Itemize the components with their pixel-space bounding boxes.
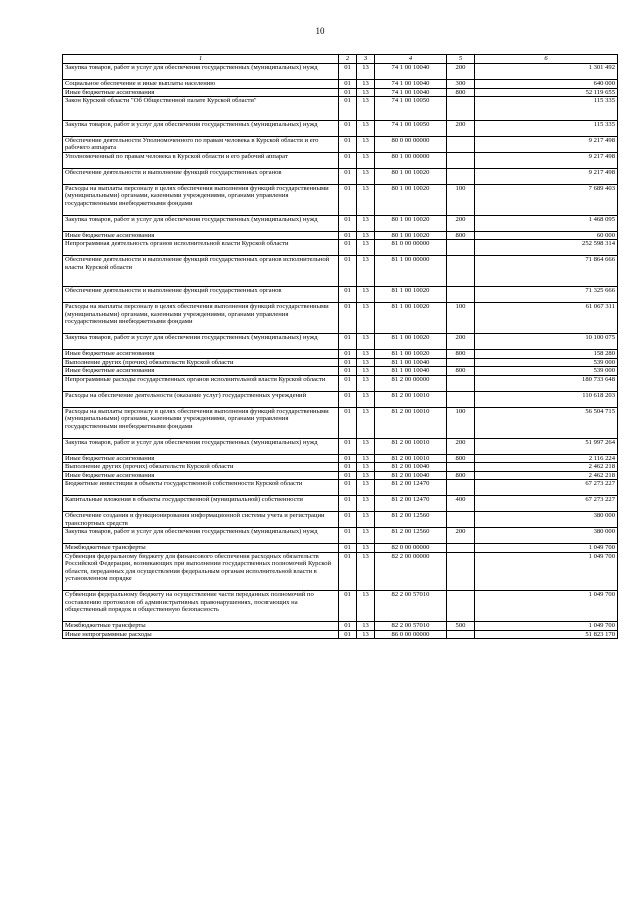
row-amount-cell: 115 335 xyxy=(475,97,618,121)
header-cell-expense-type: 5 xyxy=(447,55,475,64)
row-subsection-cell: 13 xyxy=(357,480,375,496)
row-amount-cell: 52 119 655 xyxy=(475,88,618,97)
row-amount-cell: 539 000 xyxy=(475,367,618,376)
table-body xyxy=(63,64,618,639)
table-row xyxy=(63,120,618,136)
row-target-article-cell: 80 1 00 10020 xyxy=(375,168,447,184)
row-name-cell: Обеспечение деятельности и выполнение функций государственных органов xyxy=(63,287,339,303)
row-target-article-cell: 74 1 00 10050 xyxy=(375,97,447,121)
row-expense-type-cell: 800 xyxy=(447,88,475,97)
row-target-article-cell: 81 1 00 00000 xyxy=(375,256,447,287)
table-row xyxy=(63,80,618,89)
row-amount-cell: 60 000 xyxy=(475,231,618,240)
row-subsection-cell: 13 xyxy=(357,552,375,591)
table-row xyxy=(63,438,618,454)
row-target-article-cell: 81 2 00 12470 xyxy=(375,480,447,496)
row-amount-cell: 380 000 xyxy=(475,512,618,528)
header-cell-name: 1 xyxy=(63,55,339,64)
row-subsection-cell: 13 xyxy=(357,591,375,622)
row-subsection-cell: 13 xyxy=(357,240,375,256)
table-row xyxy=(63,463,618,472)
row-name-cell: Обеспечение деятельности и выполнение функций государственных органов исполнительной власти Курской области xyxy=(63,256,339,287)
row-subsection-cell: 13 xyxy=(357,64,375,80)
row-expense-type-cell: 100 xyxy=(447,303,475,334)
row-amount-cell: 2 462 218 xyxy=(475,471,618,480)
row-name-cell: Закупка товаров, работ и услуг для обеспечения государственных (муниципальных) нужд xyxy=(63,64,339,80)
row-expense-type-cell: 800 xyxy=(447,231,475,240)
table-header-row xyxy=(63,55,618,64)
row-section-cell: 01 xyxy=(339,168,357,184)
row-expense-type-cell: 500 xyxy=(447,622,475,631)
row-section-cell: 01 xyxy=(339,136,357,152)
row-section-cell: 01 xyxy=(339,512,357,528)
row-section-cell: 01 xyxy=(339,88,357,97)
row-subsection-cell: 13 xyxy=(357,152,375,168)
table-row xyxy=(63,471,618,480)
row-section-cell: 01 xyxy=(339,438,357,454)
row-section-cell: 01 xyxy=(339,350,357,359)
row-amount-cell: 110 618 203 xyxy=(475,391,618,407)
row-amount-cell: 9 217 498 xyxy=(475,168,618,184)
row-section-cell: 01 xyxy=(339,591,357,622)
table-row xyxy=(63,552,618,591)
row-expense-type-cell xyxy=(447,240,475,256)
row-subsection-cell: 13 xyxy=(357,438,375,454)
row-name-cell: Иные бюджетные ассигнования xyxy=(63,471,339,480)
row-amount-cell: 115 335 xyxy=(475,120,618,136)
row-expense-type-cell xyxy=(447,256,475,287)
row-name-cell: Бюджетные инвестиции в объекты государственной собственности Курской области xyxy=(63,480,339,496)
row-amount-cell: 252 598 314 xyxy=(475,240,618,256)
row-name-cell: Иные бюджетные ассигнования xyxy=(63,454,339,463)
row-subsection-cell: 13 xyxy=(357,471,375,480)
row-subsection-cell: 13 xyxy=(357,630,375,639)
row-subsection-cell: 13 xyxy=(357,120,375,136)
table-row xyxy=(63,334,618,350)
row-name-cell: Межбюджетные трансферты xyxy=(63,622,339,631)
table-row xyxy=(63,287,618,303)
row-amount-cell: 9 217 498 xyxy=(475,152,618,168)
row-amount-cell: 10 100 075 xyxy=(475,334,618,350)
row-amount-cell: 1 049 700 xyxy=(475,622,618,631)
table-row xyxy=(63,64,618,80)
row-target-article-cell: 80 1 00 10020 xyxy=(375,231,447,240)
row-section-cell: 01 xyxy=(339,463,357,472)
table-row xyxy=(63,375,618,391)
row-name-cell: Непрограммная деятельность органов исполнительной власти Курской области xyxy=(63,240,339,256)
row-amount-cell: 67 273 227 xyxy=(475,496,618,512)
row-target-article-cell: 74 1 00 10040 xyxy=(375,64,447,80)
row-target-article-cell: 81 1 00 10040 xyxy=(375,367,447,376)
row-section-cell: 01 xyxy=(339,64,357,80)
header-cell-amount: 6 xyxy=(475,55,618,64)
row-target-article-cell: 81 1 00 10020 xyxy=(375,303,447,334)
row-target-article-cell: 74 1 00 10040 xyxy=(375,88,447,97)
row-amount-cell: 640 000 xyxy=(475,80,618,89)
row-target-article-cell: 81 2 00 10040 xyxy=(375,463,447,472)
row-name-cell: Иные бюджетные ассигнования xyxy=(63,350,339,359)
row-section-cell: 01 xyxy=(339,358,357,367)
row-expense-type-cell xyxy=(447,630,475,639)
row-name-cell: Расходы на выплаты персоналу в целях обеспечения выполнения функций государственными (муниципальными) органами, казенными учреждениями, органами управления государственными внебюджетными фондами xyxy=(63,303,339,334)
row-expense-type-cell xyxy=(447,391,475,407)
row-subsection-cell: 13 xyxy=(357,350,375,359)
row-section-cell: 01 xyxy=(339,303,357,334)
row-name-cell: Закупка товаров, работ и услуг для обеспечения государственных (муниципальных) нужд xyxy=(63,334,339,350)
row-target-article-cell: 74 1 00 10040 xyxy=(375,80,447,89)
row-section-cell: 01 xyxy=(339,80,357,89)
row-subsection-cell: 13 xyxy=(357,463,375,472)
row-subsection-cell: 13 xyxy=(357,215,375,231)
row-target-article-cell: 82 2 00 57010 xyxy=(375,591,447,622)
row-subsection-cell: 13 xyxy=(357,375,375,391)
row-target-article-cell: 81 1 00 10020 xyxy=(375,350,447,359)
table-row xyxy=(63,512,618,528)
row-subsection-cell: 13 xyxy=(357,184,375,215)
table-row xyxy=(63,184,618,215)
row-subsection-cell: 13 xyxy=(357,97,375,121)
row-subsection-cell: 13 xyxy=(357,287,375,303)
table-row xyxy=(63,97,618,121)
row-target-article-cell: 81 2 00 10010 xyxy=(375,407,447,438)
row-target-article-cell: 80 1 00 10020 xyxy=(375,184,447,215)
row-target-article-cell: 86 0 00 00000 xyxy=(375,630,447,639)
row-expense-type-cell xyxy=(447,97,475,121)
header-cell-target-article: 4 xyxy=(375,55,447,64)
row-section-cell: 01 xyxy=(339,256,357,287)
table-row xyxy=(63,407,618,438)
row-section-cell: 01 xyxy=(339,391,357,407)
table-row xyxy=(63,367,618,376)
row-target-article-cell: 80 1 00 10020 xyxy=(375,215,447,231)
row-target-article-cell: 81 0 00 00000 xyxy=(375,240,447,256)
header-cell-section: 2 xyxy=(339,55,357,64)
table-row xyxy=(63,544,618,553)
row-target-article-cell: 82 0 00 00000 xyxy=(375,544,447,553)
page-number: 10 xyxy=(315,26,325,36)
table-row xyxy=(63,303,618,334)
row-section-cell: 01 xyxy=(339,454,357,463)
table-row xyxy=(63,231,618,240)
row-expense-type-cell: 400 xyxy=(447,496,475,512)
row-section-cell: 01 xyxy=(339,544,357,553)
row-amount-cell: 9 217 498 xyxy=(475,136,618,152)
row-name-cell: Закупка товаров, работ и услуг для обеспечения государственных (муниципальных) нужд xyxy=(63,438,339,454)
row-target-article-cell: 82 2 00 57010 xyxy=(375,622,447,631)
table-row xyxy=(63,591,618,622)
row-amount-cell: 51 997 264 xyxy=(475,438,618,454)
row-target-article-cell: 81 1 00 10020 xyxy=(375,334,447,350)
row-amount-cell: 67 273 227 xyxy=(475,480,618,496)
row-section-cell: 01 xyxy=(339,367,357,376)
row-target-article-cell: 81 2 00 10010 xyxy=(375,391,447,407)
row-subsection-cell: 13 xyxy=(357,136,375,152)
row-expense-type-cell xyxy=(447,591,475,622)
row-name-cell: Закупка товаров, работ и услуг для обеспечения государственных (муниципальных) нужд xyxy=(63,528,339,544)
row-expense-type-cell xyxy=(447,544,475,553)
table-row xyxy=(63,215,618,231)
row-expense-type-cell xyxy=(447,136,475,152)
row-expense-type-cell: 800 xyxy=(447,367,475,376)
table-row xyxy=(63,480,618,496)
table-row xyxy=(63,528,618,544)
row-amount-cell: 7 689 403 xyxy=(475,184,618,215)
row-amount-cell: 158 280 xyxy=(475,350,618,359)
row-name-cell: Капитальные вложения в объекты государственной (муниципальной) собственности xyxy=(63,496,339,512)
table-row xyxy=(63,168,618,184)
row-subsection-cell: 13 xyxy=(357,256,375,287)
row-expense-type-cell xyxy=(447,512,475,528)
row-target-article-cell: 81 2 00 12560 xyxy=(375,512,447,528)
row-expense-type-cell: 100 xyxy=(447,407,475,438)
row-subsection-cell: 13 xyxy=(357,454,375,463)
row-expense-type-cell: 100 xyxy=(447,184,475,215)
table-row xyxy=(63,358,618,367)
row-amount-cell: 1 049 700 xyxy=(475,552,618,591)
row-expense-type-cell: 200 xyxy=(447,215,475,231)
row-target-article-cell: 80 1 00 00000 xyxy=(375,152,447,168)
row-expense-type-cell xyxy=(447,463,475,472)
row-section-cell: 01 xyxy=(339,622,357,631)
row-section-cell: 01 xyxy=(339,471,357,480)
row-target-article-cell: 80 0 00 00000 xyxy=(375,136,447,152)
row-subsection-cell: 13 xyxy=(357,407,375,438)
row-section-cell: 01 xyxy=(339,528,357,544)
row-name-cell: Обеспечение деятельности и выполнение функций государственных органов xyxy=(63,168,339,184)
row-name-cell: Расходы на обеспечение деятельности (оказание услуг) государственных учреждений xyxy=(63,391,339,407)
row-subsection-cell: 13 xyxy=(357,303,375,334)
row-section-cell: 01 xyxy=(339,97,357,121)
row-subsection-cell: 13 xyxy=(357,80,375,89)
row-amount-cell: 1 049 700 xyxy=(475,544,618,553)
row-expense-type-cell xyxy=(447,358,475,367)
row-amount-cell: 1 301 492 xyxy=(475,64,618,80)
row-amount-cell: 71 325 666 xyxy=(475,287,618,303)
row-expense-type-cell: 300 xyxy=(447,80,475,89)
row-name-cell: Обеспечение деятельности Уполномоченного по правам человека в Курской области и его рабочего аппарата xyxy=(63,136,339,152)
row-amount-cell: 1 468 095 xyxy=(475,215,618,231)
table-row xyxy=(63,630,618,639)
row-section-cell: 01 xyxy=(339,152,357,168)
row-target-article-cell: 81 2 00 12470 xyxy=(375,496,447,512)
row-section-cell: 01 xyxy=(339,231,357,240)
row-subsection-cell: 13 xyxy=(357,367,375,376)
row-expense-type-cell: 800 xyxy=(447,454,475,463)
row-section-cell: 01 xyxy=(339,375,357,391)
row-name-cell: Иные бюджетные ассигнования xyxy=(63,231,339,240)
row-name-cell: Расходы на выплаты персоналу в целях обеспечения выполнения функций государственными (муниципальными) органами, казенными учреждениями, органами управления государственными внебюджетными фондами xyxy=(63,184,339,215)
row-expense-type-cell: 200 xyxy=(447,438,475,454)
row-section-cell: 01 xyxy=(339,287,357,303)
row-section-cell: 01 xyxy=(339,630,357,639)
row-subsection-cell: 13 xyxy=(357,622,375,631)
row-amount-cell: 2 462 218 xyxy=(475,463,618,472)
row-subsection-cell: 13 xyxy=(357,496,375,512)
table-row xyxy=(63,454,618,463)
row-expense-type-cell: 200 xyxy=(447,64,475,80)
row-name-cell: Субвенция федеральному бюджету для финансового обеспечения расходных обязательств Российской Федерации, возникающих при выполнении государственных полномочий Курской области, переданных для осуществления федеральным органам исполнительной власти в установленном порядке xyxy=(63,552,339,591)
row-name-cell: Закон Курской области "Об Общественной палате Курской области" xyxy=(63,97,339,121)
row-subsection-cell: 13 xyxy=(357,512,375,528)
budget-table xyxy=(62,54,618,639)
row-section-cell: 01 xyxy=(339,407,357,438)
row-expense-type-cell xyxy=(447,375,475,391)
row-amount-cell: 1 049 700 xyxy=(475,591,618,622)
row-name-cell: Иные бюджетные ассигнования xyxy=(63,367,339,376)
row-target-article-cell: 81 2 00 00000 xyxy=(375,375,447,391)
row-section-cell: 01 xyxy=(339,480,357,496)
row-amount-cell: 71 864 666 xyxy=(475,256,618,287)
row-expense-type-cell xyxy=(447,480,475,496)
row-name-cell: Закупка товаров, работ и услуг для обеспечения государственных (муниципальных) нужд xyxy=(63,120,339,136)
row-name-cell: Социальное обеспечение и иные выплаты населению xyxy=(63,80,339,89)
row-name-cell: Субвенции федеральному бюджету на осуществление части переданных полномочий по составлению протоколов об административных правонарушениях, посягающих на общественный порядок и общественную безопасность xyxy=(63,591,339,622)
row-amount-cell: 61 067 311 xyxy=(475,303,618,334)
row-subsection-cell: 13 xyxy=(357,231,375,240)
row-target-article-cell: 82 2 00 00000 xyxy=(375,552,447,591)
row-subsection-cell: 13 xyxy=(357,391,375,407)
row-amount-cell: 51 823 170 xyxy=(475,630,618,639)
row-amount-cell: 539 000 xyxy=(475,358,618,367)
row-subsection-cell: 13 xyxy=(357,528,375,544)
row-expense-type-cell xyxy=(447,552,475,591)
row-section-cell: 01 xyxy=(339,240,357,256)
row-amount-cell: 180 733 648 xyxy=(475,375,618,391)
row-name-cell: Уполномоченный по правам человека в Курской области и его рабочий аппарат xyxy=(63,152,339,168)
row-section-cell: 01 xyxy=(339,215,357,231)
row-expense-type-cell: 200 xyxy=(447,334,475,350)
row-name-cell: Иные непрограммные расходы xyxy=(63,630,339,639)
row-subsection-cell: 13 xyxy=(357,88,375,97)
row-target-article-cell: 81 2 00 12560 xyxy=(375,528,447,544)
table-row xyxy=(63,240,618,256)
row-section-cell: 01 xyxy=(339,184,357,215)
row-amount-cell: 380 000 xyxy=(475,528,618,544)
table-row xyxy=(63,136,618,152)
row-expense-type-cell xyxy=(447,287,475,303)
row-section-cell: 01 xyxy=(339,334,357,350)
table-row xyxy=(63,391,618,407)
row-name-cell: Выполнение других (прочих) обязательств Курской области xyxy=(63,463,339,472)
table-row xyxy=(63,152,618,168)
row-section-cell: 01 xyxy=(339,496,357,512)
row-name-cell: Иные бюджетные ассигнования xyxy=(63,88,339,97)
row-subsection-cell: 13 xyxy=(357,358,375,367)
table-row xyxy=(63,88,618,97)
row-section-cell: 01 xyxy=(339,552,357,591)
row-name-cell: Расходы на выплаты персоналу в целях обеспечения выполнения функций государственными (муниципальными) органами, казенными учреждениями, органами управления государственными внебюджетными фондами xyxy=(63,407,339,438)
table-row xyxy=(63,496,618,512)
table-row xyxy=(63,256,618,287)
row-subsection-cell: 13 xyxy=(357,544,375,553)
row-name-cell: Обеспечение создания и функционирования информационной системы учета и регистрации транспортных средств xyxy=(63,512,339,528)
header-cell-subsection: 3 xyxy=(357,55,375,64)
row-name-cell: Непрограммные расходы государственных органов исполнительной власти Курской области xyxy=(63,375,339,391)
row-expense-type-cell: 800 xyxy=(447,471,475,480)
row-target-article-cell: 81 2 00 10010 xyxy=(375,438,447,454)
row-expense-type-cell xyxy=(447,168,475,184)
row-expense-type-cell xyxy=(447,152,475,168)
row-target-article-cell: 81 2 00 10010 xyxy=(375,454,447,463)
row-expense-type-cell: 800 xyxy=(447,350,475,359)
row-subsection-cell: 13 xyxy=(357,334,375,350)
row-target-article-cell: 81 1 00 10040 xyxy=(375,358,447,367)
row-target-article-cell: 81 1 00 10020 xyxy=(375,287,447,303)
row-target-article-cell: 74 1 00 10050 xyxy=(375,120,447,136)
row-amount-cell: 56 504 715 xyxy=(475,407,618,438)
row-name-cell: Межбюджетные трансферты xyxy=(63,544,339,553)
row-name-cell: Выполнение других (прочих) обязательств Курской области xyxy=(63,358,339,367)
row-subsection-cell: 13 xyxy=(357,168,375,184)
table-row xyxy=(63,622,618,631)
row-target-article-cell: 81 2 00 10040 xyxy=(375,471,447,480)
row-expense-type-cell: 200 xyxy=(447,120,475,136)
row-section-cell: 01 xyxy=(339,120,357,136)
row-amount-cell: 2 116 224 xyxy=(475,454,618,463)
row-expense-type-cell: 200 xyxy=(447,528,475,544)
row-name-cell: Закупка товаров, работ и услуг для обеспечения государственных (муниципальных) нужд xyxy=(63,215,339,231)
table-row xyxy=(63,350,618,359)
